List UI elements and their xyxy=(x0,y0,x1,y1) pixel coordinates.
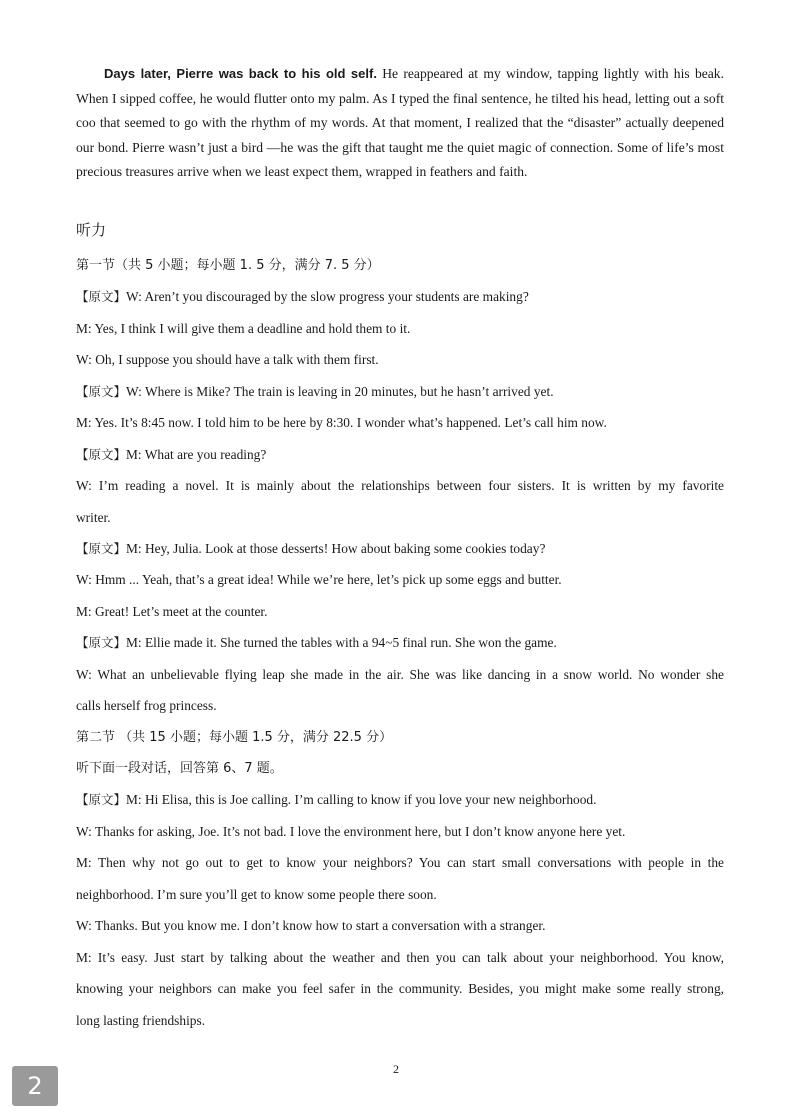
transcript-line: W: Thanks for asking, Joe. It’s not bad. I love the environment here, but I don’t know anyone here yet. xyxy=(76,823,626,839)
transcript-line: W: Oh, I suppose you should have a talk with them first. xyxy=(76,352,379,368)
transcript-line: W: Thanks. But you know me. I don’t know how to start a conversation with a stranger. xyxy=(76,918,546,934)
source-tag: 【原文】 xyxy=(76,446,127,462)
transcript-line: 【原文】M: Hi Elisa, this is Joe calling. I’m calling to know if you love your new neighborhood. xyxy=(76,792,597,808)
page-number: 2 xyxy=(393,1062,399,1076)
source-tag: 【原文】 xyxy=(76,289,127,305)
transcript-line: W: What an unbelievable flying leap she made in the air. She was like dancing in a snow world. No wonder she xyxy=(76,666,724,682)
transcript-line: M: Yes. It’s 8:45 now. I told him to be here by 8:30. I wonder what’s happened. Let’s call him now. xyxy=(76,415,607,431)
transcript-line: W: I’m reading a novel. It is mainly about the relationships between four sisters. It is written by my favorite xyxy=(76,478,724,494)
source-tag: 【原文】 xyxy=(76,383,127,399)
listening-heading: 听力 xyxy=(76,221,107,239)
transcript-line: 【原文】M: What are you reading? xyxy=(76,446,267,462)
instruction-line: 听下面一段对话，回答第 6、7 题。 xyxy=(76,761,283,776)
transcript-lines xyxy=(76,250,724,1036)
story-paragraph xyxy=(76,62,724,185)
transcript-line: calls herself frog princess. xyxy=(76,698,217,714)
story-text: He reappeared at my window, tapping lightly with his beak. When I sipped coffee, he would flutter onto my palm. As I typed the final sentence, he tilted his head, letting out a soft coo that seemed to go with the rhythm of my words. At that moment, I realized that the “disaster” actually deepened our bond. Pierre wasn’t just a bird —he was the gift that taught me the quiet magic of connection. Some of life’s most precious treasures arrive when we least expect them, wrapped in feathers and faith. xyxy=(76,66,725,179)
source-tag: 【原文】 xyxy=(76,540,127,556)
section-two-title: 第二节 （共 15 小题；每小题 1.5 分，满分 22.5 分） xyxy=(76,729,393,745)
transcript-line: 【原文】M: Ellie made it. She turned the tables with a 94~5 final run. She won the game. xyxy=(76,635,557,651)
transcript-line: M: It’s easy. Just start by talking about the weather and then you can talk about your neighborhood. You know, xyxy=(76,949,724,965)
transcript-line: M: Then why not go out to get to know your neighbors? You can start small conversations with people in the xyxy=(76,855,724,871)
transcript-line: 【原文】W: Where is Mike? The train is leaving in 20 minutes, but he hasn’t arrived yet. xyxy=(76,383,554,399)
page-badge: 2 xyxy=(12,1066,58,1106)
transcript-line: W: Hmm ... Yeah, that’s a great idea! While we’re here, let’s pick up some eggs and butter. xyxy=(76,572,562,588)
transcript-line: M: Great! Let’s meet at the counter. xyxy=(76,603,268,619)
story-bold-lead: Days later, Pierre was back to his old self. xyxy=(104,66,377,81)
section-one-title: 第一节（共 5 小题；每小题 1. 5 分，满分 7. 5 分） xyxy=(76,258,380,273)
transcript-line: M: Yes, I think I will give them a deadline and hold them to it. xyxy=(76,320,411,336)
transcript-line: 【原文】W: Aren’t you discouraged by the slow progress your students are making? xyxy=(76,289,529,305)
transcript-line: neighborhood. I’m sure you’ll get to know some people there soon. xyxy=(76,886,437,902)
source-tag: 【原文】 xyxy=(76,635,127,651)
transcript-line: long lasting friendships. xyxy=(76,1012,206,1028)
transcript-line: writer. xyxy=(76,509,111,525)
source-tag: 【原文】 xyxy=(76,792,127,808)
transcript-line: knowing your neighbors can make you feel safer in the community. Besides, you might make some really strong, xyxy=(76,981,724,997)
transcript-line: 【原文】M: Hey, Julia. Look at those desserts! How about baking some cookies today? xyxy=(76,540,546,556)
